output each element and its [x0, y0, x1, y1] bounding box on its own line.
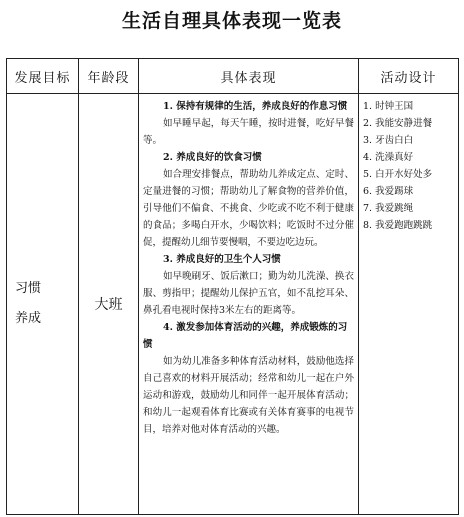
activity-item: 6. 我爱踢球 [363, 186, 414, 197]
table-row [7, 94, 459, 515]
header-activity: 活动设计 [359, 59, 459, 94]
activity-item: 4. 洗澡真好 [363, 152, 414, 163]
goal-line-1: 习惯 [15, 281, 42, 296]
header-performance: 具体表现 [139, 59, 359, 94]
activity-item: 1. 时钟王国 [363, 101, 414, 112]
age-cell: 大班 [79, 94, 139, 515]
performance-heading-2: 2. 养成良好的饮食习惯 [163, 152, 262, 163]
performance-heading-3: 3. 养成良好的卫生个人习惯 [163, 254, 281, 265]
activity-item: 5. 白开水好处多 [363, 169, 433, 180]
activity-item: 3. 牙齿白白 [363, 135, 414, 146]
header-goal: 发展目标 [7, 59, 79, 94]
header-age: 年龄段 [79, 59, 139, 94]
document-title: 生活自理具体表现一览表 [121, 10, 342, 32]
performance-cell [139, 94, 359, 515]
activity-item: 8. 我爱跑跑跳跳 [363, 220, 433, 231]
performance-heading-1: 1. 保持有规律的生活，养成良好的作息习惯 [163, 101, 348, 112]
performance-heading-4: 4. 激发参加体育活动的兴趣，养成锻炼的习惯 [143, 322, 348, 350]
goal-cell [7, 94, 79, 515]
performance-table [6, 58, 459, 515]
header-row [7, 59, 459, 94]
activity-cell [359, 94, 459, 515]
performance-body-2: 如合理安排餐点，帮助幼儿养成定点、定时、定量进餐的习惯；帮助幼儿了解食物的营养价值，引导他们不偏食、不挑食、少吃或不吃不利于健康的食品；多喝白开水，少喝饮料；吃饭时不过分催促，提醒幼儿细节要慢咽，不要边吃边玩。 [143, 169, 354, 248]
activity-item: 2. 我能安静进餐 [363, 118, 433, 129]
performance-body-1: 如早睡早起，每天午睡，按时进餐，吃好早餐等。 [143, 118, 354, 146]
activity-item: 7. 我爱跳绳 [363, 203, 414, 214]
goal-line-2: 养成 [15, 311, 42, 326]
performance-body-4: 如为幼儿准备多种体育活动材料，鼓励他选择自己喜欢的材料开展活动；经常和幼儿一起在户外运动和游戏，鼓励幼儿和同伴一起开展体育活动；和幼儿一起观看体育比赛或有关体育赛事的电视节目，培养对他对体育活动的兴趣。 [143, 356, 354, 435]
performance-body-3: 如早晚刷牙、饭后漱口；勤为幼儿洗澡、换衣服、剪指甲；提醒幼儿保护五官，如不乱挖耳朵、鼻孔看电视时保持3米左右的距离等。 [143, 271, 354, 316]
